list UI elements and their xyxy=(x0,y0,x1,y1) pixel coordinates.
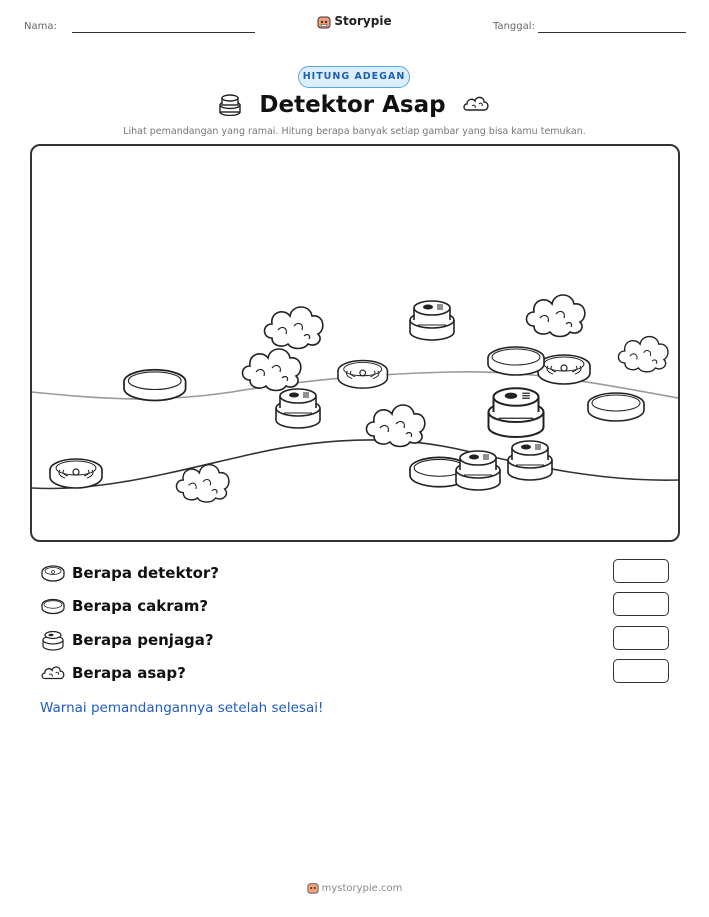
question-smoke xyxy=(40,661,186,685)
disc-icon xyxy=(588,393,644,421)
smoke-icon xyxy=(462,93,490,115)
question-guards xyxy=(40,628,214,652)
detector-icon xyxy=(50,459,102,488)
smoke-icon xyxy=(367,405,425,447)
guard-icon xyxy=(489,388,544,437)
coloring-note: Warnai pemandangannya setelah selesai! xyxy=(40,700,324,716)
guard-icon xyxy=(219,92,241,116)
detector-icon xyxy=(538,355,590,384)
footer-site xyxy=(0,882,709,894)
disc-icon xyxy=(488,347,544,375)
brand-logo xyxy=(0,14,709,29)
answer-box-discs[interactable] xyxy=(613,592,669,616)
answer-box-detectors[interactable] xyxy=(613,559,669,583)
guard-icon xyxy=(276,389,320,428)
category-badge: HITUNG ADEGAN xyxy=(298,66,410,88)
scene-illustration xyxy=(32,146,678,540)
name-label: Nama: xyxy=(24,21,57,32)
smoke-icon xyxy=(243,349,301,391)
question-discs xyxy=(40,594,208,618)
guard-icon xyxy=(40,629,66,651)
question-text: Berapa asap? xyxy=(72,664,186,682)
footer-site-text[interactable]: mystorypie.com xyxy=(321,883,403,894)
guard-icon xyxy=(508,441,552,480)
disc-icon xyxy=(40,596,66,616)
smoke-icon xyxy=(618,337,668,372)
question-text: Berapa detektor? xyxy=(72,564,220,582)
storypie-mascot-icon xyxy=(307,882,319,894)
question-text: Berapa penjaga? xyxy=(72,631,214,649)
name-line[interactable] xyxy=(72,32,255,33)
storypie-mascot-icon xyxy=(317,15,331,29)
smoke-icon xyxy=(40,663,66,683)
smoke-icon xyxy=(265,307,323,349)
hill-line-front xyxy=(32,440,678,489)
date-line[interactable] xyxy=(538,32,686,33)
guard-icon xyxy=(410,301,454,340)
date-label: Tanggal: xyxy=(493,21,535,32)
answer-box-guards[interactable] xyxy=(613,626,669,650)
disc-icon xyxy=(124,370,186,401)
question-text: Berapa cakram? xyxy=(72,597,209,615)
page-title-text: Detektor Asap xyxy=(259,92,446,118)
scene-frame xyxy=(30,144,680,542)
detector-icon xyxy=(40,563,66,583)
instructions: Lihat pemandangan yang ramai. Hitung berapa banyak setiap gambar yang bisa kamu temukan. xyxy=(123,126,586,137)
detector-icon xyxy=(338,361,387,389)
guard-icon xyxy=(456,451,500,490)
answer-box-smoke[interactable] xyxy=(613,659,669,683)
page-title xyxy=(0,92,709,118)
question-detectors xyxy=(40,561,219,585)
brand-name: Storypie xyxy=(334,14,392,28)
smoke-icon xyxy=(527,295,585,337)
